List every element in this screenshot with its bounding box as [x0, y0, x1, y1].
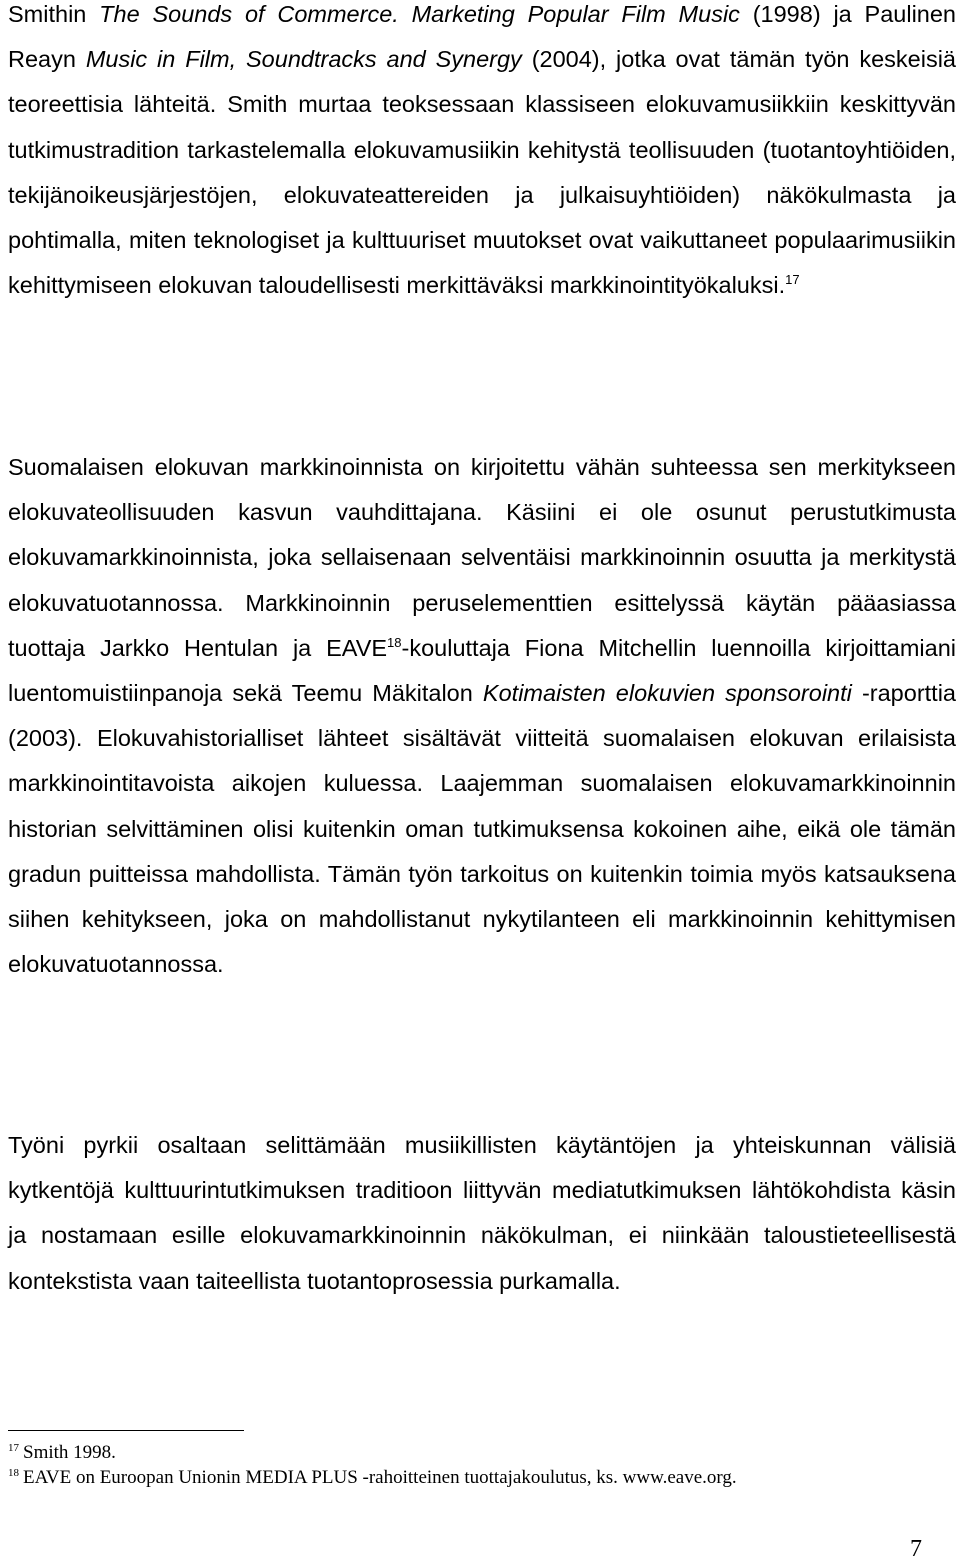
- book-title: The Sounds of Commerce. Marketing Popular Film Music: [99, 1, 740, 27]
- footnote-reference: 17: [785, 272, 800, 288]
- footnote-reference: 18: [387, 634, 402, 650]
- paragraph-text: (2004), jotka ovat tämän työn keskeisiä teoreettisia lähteitä. Smith murtaa teoksessaan klassiseen elokuvamusiikkiin keskittyvän tutkimustradition tarkastelemalla elokuvamusiikin kehitystä teollisuuden (tuotantoyhtiöiden, tekijänoikeusjärjestöjen, elokuvateattereiden ja julkaisuyhtiöiden) näkökulmasta ja pohtimalla, miten teknologiset ja kulttuuriset muutokset ovat vaikuttaneet populaarimusiikin kehittymiseen elokuvan taloudellisesti merkittäväksi markkinointityökaluksi.: [8, 46, 956, 299]
- footnote-18: [8, 1466, 948, 1490]
- paragraph-text: -kouluttaja Fiona Mitchellin luennoilla kirjoittamiani luentomuistiinpanoja sekä Teemu Mäkitalon: [8, 634, 956, 707]
- footnote-separator: [8, 1430, 244, 1431]
- paragraph-text: Työni pyrkii osaltaan selittämään musiikillisten käytäntöjen ja yhteiskunnan välisiä kytkentöjä kulttuurintutkimuksen traditioon liittyvän mediatutkimuksen lähtökohdista käsin ja nostamaan esille elokuvamarkkinoinnin näkökulman, ei niinkään taloustieteellisestä kontekstista vaan taiteellista tuotantoprosessia purkamalla.: [8, 1132, 956, 1294]
- paragraph-text: Smithin: [8, 1, 100, 27]
- paragraph-text: (1998) ja Paulinen Reayn: [8, 1, 957, 73]
- paragraph-1: [8, 0, 956, 308]
- paragraph-3: [8, 1123, 956, 1304]
- footnote-number: 18: [8, 1466, 19, 1479]
- footnote-text: EAVE on Euroopan Unionin MEDIA PLUS -rahoitteinen tuottajakoulutus, ks. www.eave.org.: [23, 1467, 737, 1488]
- book-title: Music in Film, Soundtracks and Synergy: [85, 46, 522, 73]
- footnote-text: Smith 1998.: [23, 1442, 116, 1463]
- paragraph-2: [8, 445, 956, 987]
- paragraph-text: -raporttia (2003). Elokuvahistorialliset lähteet sisältävät viitteitä suomalaisen elokuvan erilaisista markkinointitavoista aikojen kuluessa. Laajemman suomalaisen elokuvamarkkinoinnin historian selvittäminen olisi kuitenkin oman tutkimuksensa kokoinen aihe, eikä ole tämän gradun puitteissa mahdollista. Tämän työn tarkoitus on kuitenkin toimia myös katsauksena siihen kehitykseen, joka on mahdollistanut nykytilanteen eli markkinoinnin kehittymisen elokuvatuotannossa.: [8, 680, 956, 978]
- report-title: Kotimaisten elokuvien sponsorointi: [482, 680, 852, 707]
- page-number: 7: [910, 1536, 922, 1562]
- footnote-number: 17: [8, 1441, 19, 1454]
- paragraph-text: Suomalaisen elokuvan markkinoinnista on kirjoitettu vähän suhteessa sen merkitykseen elokuvateollisuuden kasvun vauhdittajana. Käsiini ei ole osunut perustutkimusta elokuvamarkkinoinnista, joka sellaisenaan selventäisi markkinoinnin osuutta ja merkitystä elokuvatuotannossa. Markkinoinnin peruselementtien esittelyssä käytän pääasiassa tuottaja Jarkko Hentulan ja EAVE: [8, 454, 956, 661]
- footnote-17: [8, 1441, 948, 1465]
